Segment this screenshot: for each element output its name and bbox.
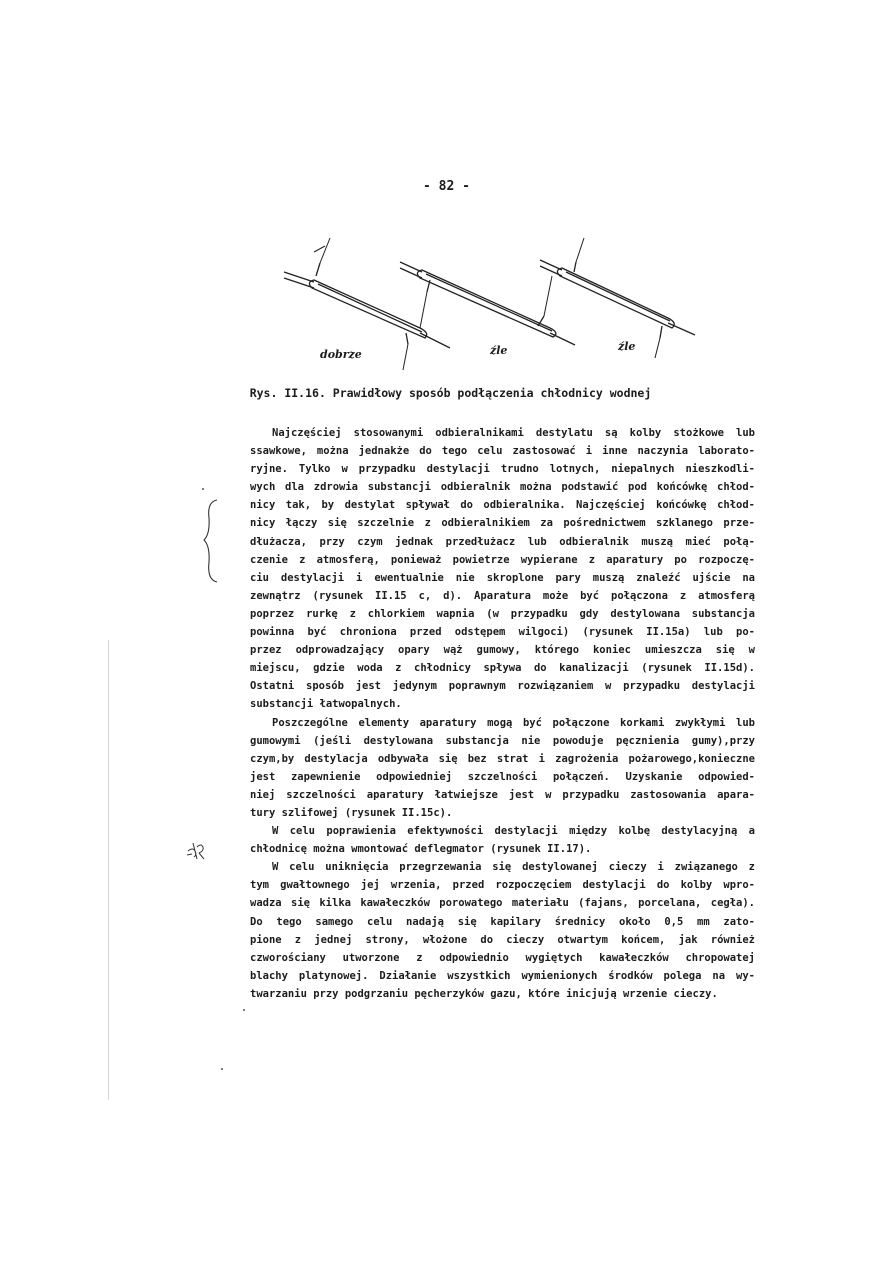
body-text [250, 424, 755, 1003]
text-line: czym,by destylacja odbywała się bez strat i zagrożenia pożarowego,konieczne [250, 752, 755, 765]
text-line: gumowymi (jeśli destylowana substancja nie powoduje pęcznienia gumy),przy [250, 734, 755, 747]
text-line: ryjne. Tylko w przypadku destylacji trudno lotnych, niepalnych nieszkodli- [250, 463, 755, 476]
text-line: dłużacza, przy czym jednak przedłużacz lub odbieralnik muszą mieć połą- [250, 535, 755, 548]
margin-brace-annotation [201, 498, 221, 584]
text-line: Poszczególne elementy aparatury mogą być połączone korkami zwykłymi lub [272, 716, 755, 729]
figure-caption: Rys. II.16. Prawidłowy sposób podłączenia chłodnicy wodnej [249, 386, 652, 400]
figure-label-wrong-1: źle [490, 344, 508, 357]
text-line: powinna być chroniona przed odstępem wilgoci) (rysunek II.15a) lub po- [250, 626, 755, 639]
text-line: ciu destylacji i ewentualnie nie skroplone pary muszą znaleźć ujście na [250, 571, 755, 584]
figure-label-correct: dobrze [320, 348, 362, 361]
text-line: pione z jednej strony, włożone do cieczy otwartym końcem, jak również [250, 933, 755, 946]
page-number: - 82 - [423, 179, 470, 194]
text-line: wych dla zdrowia substancji odbieralnik można podstawić pod końcówkę chłod- [250, 481, 755, 494]
text-line: nicy łączy się szczelnie z odbieralnikiem za pośrednictwem szklanego prze- [250, 517, 755, 530]
scan-speck [202, 488, 204, 490]
text-line: tury szlifowej (rysunek II.15c). [250, 806, 453, 819]
margin-handwritten-mark [185, 837, 207, 863]
text-line: miejscu, gdzie woda z chłodnicy spływa do kanalizacji (rysunek II.15d). [250, 662, 755, 675]
text-line: czworościany utworzone z odpowiednio wygiętych kawałeczków chropowatej [250, 951, 755, 964]
text-line: Do tego samego celu nadają się kapilary średnicy około 0,5 mm zato- [250, 915, 755, 928]
text-line: jest zapewnienie odpowiedniej szczelności połączeń. Uzyskanie odpowied- [250, 770, 755, 783]
text-line: niej szczelności aparatury łatwiejsze jest w przypadku zastosowania apara- [250, 788, 755, 801]
text-line: W celu poprawienia efektywności destylacji między kolbę destylacyjną a [272, 825, 755, 838]
text-line: przez odprowadzający opary wąż gumowy, którego koniec umieszcza się w [250, 644, 755, 657]
text-line: substancji łatwopalnych. [250, 698, 402, 711]
text-line: W celu uniknięcia przegrzewania się destylowanej cieczy i związanego z [272, 861, 755, 874]
text-line: wadza się kilka kawałeczków porowatego materiału (fajans, porcelana, cegła). [250, 897, 755, 910]
text-line: chłodnicę można wmontować deflegmator (rysunek II.17). [250, 843, 592, 856]
scan-speck [243, 1009, 245, 1011]
text-line: Najczęściej stosowanymi odbieralnikami destylatu są kolby stożkowe lub [272, 427, 755, 439]
text-line: nicy tak, by destylat spływał do odbieralnika. Najczęściej końcówkę chłod- [250, 499, 755, 512]
text-line: twarzaniu przy podgrzaniu pęcherzyków gazu, które inicjują wrzenie cieczy. [250, 987, 718, 1000]
scan-speck [221, 1068, 223, 1070]
text-line: czenie z atmosferą, ponieważ powietrze wypierane z aparatury po rozpoczę- [250, 553, 755, 566]
text-line: poprzez rurkę z chlorkiem wapnia (w przypadku gdy destylowana substancja [250, 607, 755, 620]
text-line: ssawkowe, można jednakże do tego celu zastosować i inne naczynia laborato- [250, 445, 755, 458]
binding-shadow [108, 640, 109, 1100]
text-line: tym gwałtownego jej wrzenia, przed rozpoczęciem destylacji do kolby wpro- [250, 879, 755, 892]
figure-condenser-connections [270, 232, 700, 374]
text-line: zewnątrz (rysunek II.15 c, d). Aparatura może być połączona z atmosferą [250, 589, 755, 602]
text-line: Ostatni sposób jest jedynym poprawnym rozwiązaniem w przypadku destylacji [250, 680, 755, 693]
text-line: blachy platynowej. Działanie wszystkich wymienionych środków polega na wy- [250, 969, 755, 982]
figure-label-wrong-2: źle [618, 340, 636, 353]
